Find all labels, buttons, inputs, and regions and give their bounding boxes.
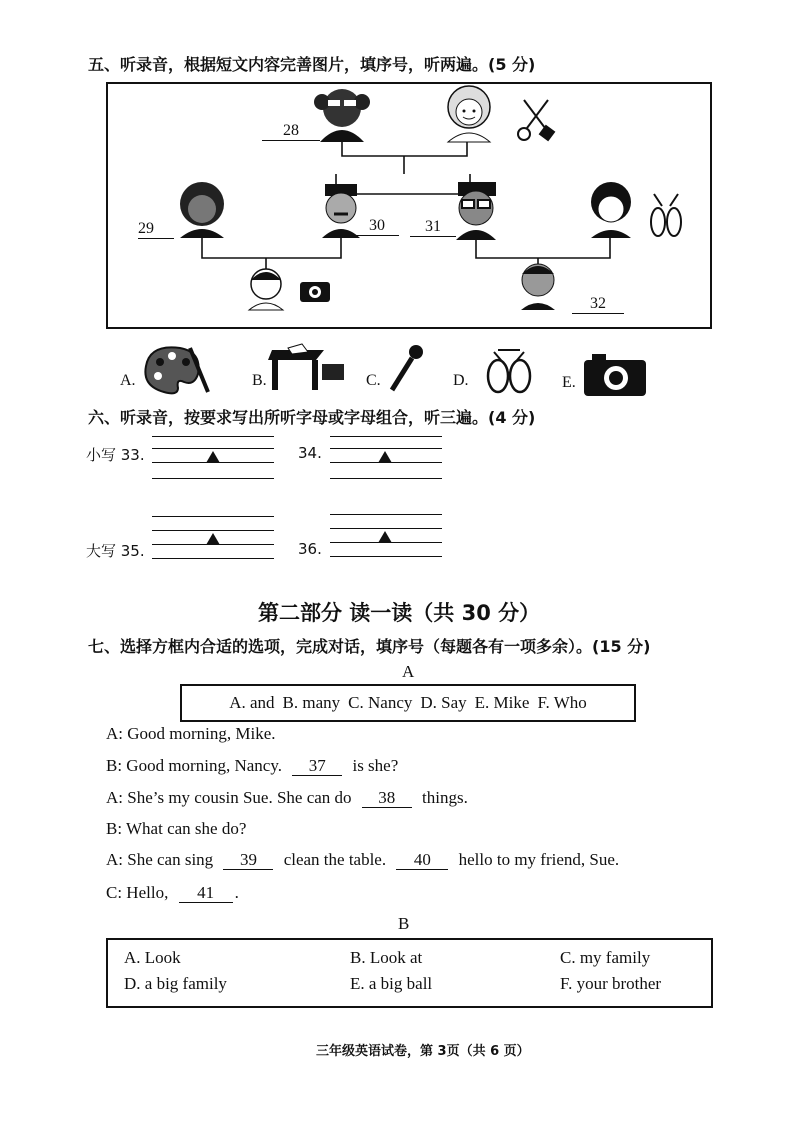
blank-41[interactable]: 41 xyxy=(179,884,233,903)
cousin-figure xyxy=(521,264,555,310)
option-e-letter: E. xyxy=(562,374,576,391)
uncle-figure xyxy=(456,182,496,240)
blank-38[interactable]: 38 xyxy=(362,789,412,808)
blank-39[interactable]: 39 xyxy=(223,851,273,870)
aunt-figure xyxy=(180,182,224,238)
ballet-shoes-small-icon xyxy=(651,194,681,236)
family-tree-diagram xyxy=(106,82,710,327)
page-footer: 三年级英语试卷，第 3页（共 6 页） xyxy=(316,1044,530,1059)
box-b-option-a: A. Look xyxy=(124,948,181,967)
dialogue-line-2: B: Good morning, Nancy. 37 is she? xyxy=(106,756,399,775)
section6-title: 六、听录音，按要求写出所听字母或字母组合，听三遍。(4 分) xyxy=(88,408,536,427)
blank-29[interactable]: 29 xyxy=(138,220,174,239)
dialogue-line-1: A: Good morning, Mike. xyxy=(106,724,276,743)
blank-30[interactable]: 30 xyxy=(355,217,399,236)
cooking-utensils-icon xyxy=(518,100,554,140)
table-icon xyxy=(268,344,348,394)
microphone-icon xyxy=(386,344,426,396)
word-box-b xyxy=(106,938,713,1008)
box-b-label: B xyxy=(398,914,410,933)
grandpa-figure xyxy=(314,89,370,142)
dialogue-line-5: A: She can sing 39 clean the table. 40 hello to my friend, Sue. xyxy=(106,850,620,869)
box-a-option-f: F. Who xyxy=(537,693,587,712)
aunt-right-figure xyxy=(591,182,631,238)
box-a-option-a: A. and xyxy=(229,693,275,712)
blank-32[interactable]: 32 xyxy=(572,295,624,314)
box-b-option-d: D. a big family xyxy=(124,974,227,993)
box-a-option-d: D. Say xyxy=(420,693,467,712)
option-b-letter: B. xyxy=(252,372,267,389)
dialogue-line-4: B: What can she do? xyxy=(106,819,247,838)
box-a-option-b: B. many xyxy=(282,693,341,712)
box-a-option-c: C. Nancy xyxy=(348,693,413,712)
word-box-a xyxy=(180,684,636,722)
blank-31[interactable]: 31 xyxy=(410,218,456,237)
box-a-option-e: E. Mike xyxy=(474,693,530,712)
boy-figure xyxy=(249,269,283,310)
section5-title: 五、听录音，根据短文内容完善图片，填序号，听两遍。(5 分) xyxy=(88,55,536,74)
box-b-option-c: C. my family xyxy=(560,948,651,967)
box-a-label: A xyxy=(402,662,415,681)
writing-label-35: 大写 35. xyxy=(86,542,145,560)
writing-label-36: 36. xyxy=(298,540,322,558)
box-b-option-b: B. Look at xyxy=(350,948,423,967)
blank-28[interactable]: 28 xyxy=(262,122,320,141)
grandma-figure xyxy=(448,86,490,142)
writing-lines-33[interactable] xyxy=(152,436,274,482)
palette-icon xyxy=(140,342,212,396)
dialogue-line-3: A: She’s my cousin Sue. She can do 38 things. xyxy=(106,788,468,807)
writing-lines-34[interactable] xyxy=(330,436,442,482)
blank-37[interactable]: 37 xyxy=(292,757,342,776)
blank-40[interactable]: 40 xyxy=(396,851,448,870)
writing-lines-36[interactable] xyxy=(330,514,442,560)
option-a-letter: A. xyxy=(120,372,136,389)
section7-title: 七、选择方框内合适的选项，完成对话，填序号（每题各有一项多余）。(15 分) xyxy=(88,637,651,656)
writing-label-34: 34. xyxy=(298,444,322,462)
part2-title: 第二部分 读一读（共 30 分） xyxy=(258,601,541,625)
writing-label-33: 小写 33. xyxy=(86,446,145,464)
ballet-shoes-icon xyxy=(484,346,534,394)
box-b-option-e: E. a big ball xyxy=(350,974,433,993)
box-b-option-f: F. your brother xyxy=(560,974,662,993)
writing-lines-35[interactable] xyxy=(152,516,274,562)
tree-connectors xyxy=(202,137,610,272)
dialogue-line-6: C: Hello, 41 . xyxy=(106,883,239,902)
option-d-letter: D. xyxy=(453,372,469,389)
camera-icon xyxy=(584,352,648,398)
option-c-letter: C. xyxy=(366,372,381,389)
camera-small-icon xyxy=(300,282,330,302)
